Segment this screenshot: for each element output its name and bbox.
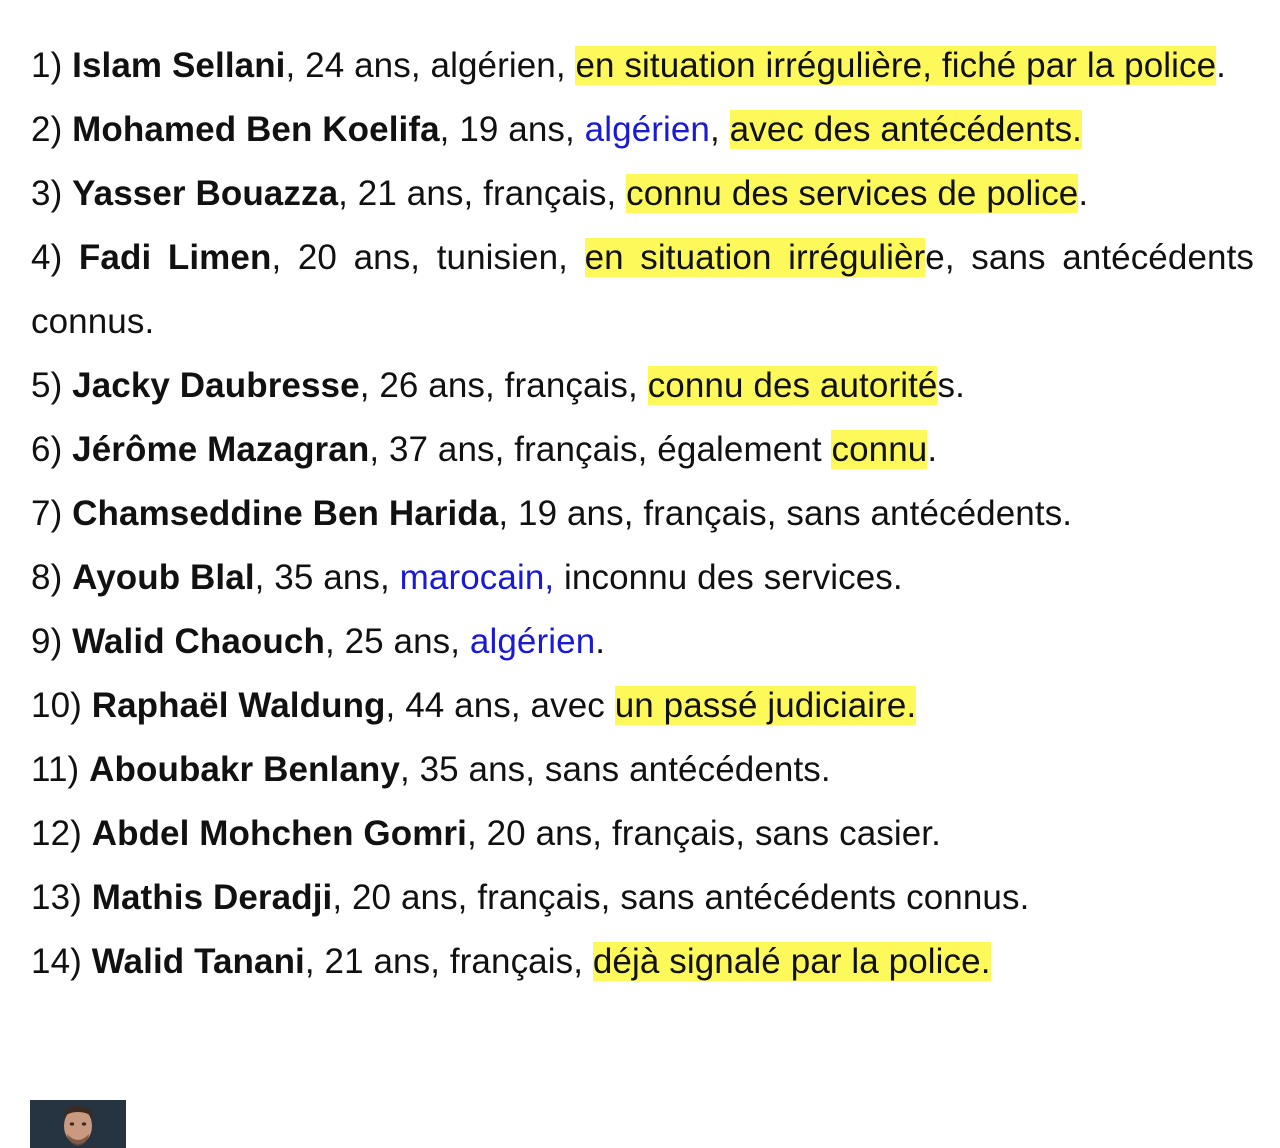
person-name: Walid Chaouch	[72, 622, 325, 661]
highlighted-text: connu des autorité	[647, 366, 938, 405]
person-name: Mathis Deradji	[91, 878, 333, 917]
blue-text: marocain,	[399, 558, 555, 597]
avatar[interactable]	[30, 1100, 126, 1148]
list-item: 11) Aboubakr Benlany, 35 ans, sans antécédents.	[31, 750, 831, 789]
highlighted-text: un passé judiciaire.	[614, 686, 917, 725]
list-item: 13) Mathis Deradji, 20 ans, français, sans antécédents connus.	[31, 878, 1030, 917]
highlighted-text: en situation irrégulière, fiché par la police	[575, 46, 1217, 85]
person-name: Jérôme Mazagran	[72, 430, 370, 469]
person-name: Raphaël Waldung	[91, 686, 386, 725]
list-item: 9) Walid Chaouch, 25 ans, algérien.	[31, 622, 606, 661]
blue-text: algérien	[584, 110, 710, 149]
highlighted-text: connu des services de police	[626, 174, 1079, 213]
person-name: Walid Tanani	[91, 942, 305, 981]
person-name: Abdel Mohchen Gomri	[91, 814, 467, 853]
blue-text: algérien	[469, 622, 596, 661]
list-item: 12) Abdel Mohchen Gomri, 20 ans, français, sans casier.	[31, 814, 941, 853]
list-item: 7) Chamseddine Ben Harida, 19 ans, français, sans antécédents.	[31, 494, 1073, 533]
person-name: Ayoub Blal	[72, 558, 255, 597]
list-item: 6) Jérôme Mazagran, 37 ans, français, également connu.	[31, 430, 938, 469]
list-item: 10) Raphaël Waldung, 44 ans, avec un passé judiciaire.	[31, 686, 917, 725]
highlighted-text: déjà signalé par la police.	[592, 942, 991, 981]
highlighted-text: en situation irrégulièr	[584, 238, 926, 277]
list-item: 5) Jacky Daubresse, 26 ans, français, connu des autorités.	[31, 366, 965, 405]
list-item: 8) Ayoub Blal, 35 ans, marocain, inconnu des services.	[31, 558, 903, 597]
list-item: 2) Mohamed Ben Koelifa, 19 ans, algérien, avec des antécédents.	[31, 110, 1082, 149]
list-item: 4) Fadi Limen, 20 ans, tunisien, en situation irrégulière, sans antécédents connus.	[31, 238, 1254, 341]
person-name: Yasser Bouazza	[72, 174, 339, 213]
list-item: 3) Yasser Bouazza, 21 ans, français, connu des services de police.	[31, 174, 1089, 213]
person-name: Islam Sellani	[72, 46, 286, 85]
list-item: 14) Walid Tanani, 21 ans, français, déjà signalé par la police.	[31, 942, 991, 981]
document-body	[31, 34, 1254, 994]
highlighted-text: avec des antécédents.	[729, 110, 1082, 149]
highlighted-text: connu	[831, 430, 928, 469]
person-name: Chamseddine Ben Harida	[72, 494, 499, 533]
person-photo-icon	[30, 1100, 126, 1148]
list-item: 1) Islam Sellani, 24 ans, algérien, en situation irrégulière, fiché par la police.	[31, 46, 1226, 85]
person-name: Mohamed Ben Koelifa	[72, 110, 440, 149]
person-name: Aboubakr Benlany	[89, 750, 400, 789]
person-name: Jacky Daubresse	[72, 366, 360, 405]
person-name: Fadi Limen	[78, 238, 272, 277]
